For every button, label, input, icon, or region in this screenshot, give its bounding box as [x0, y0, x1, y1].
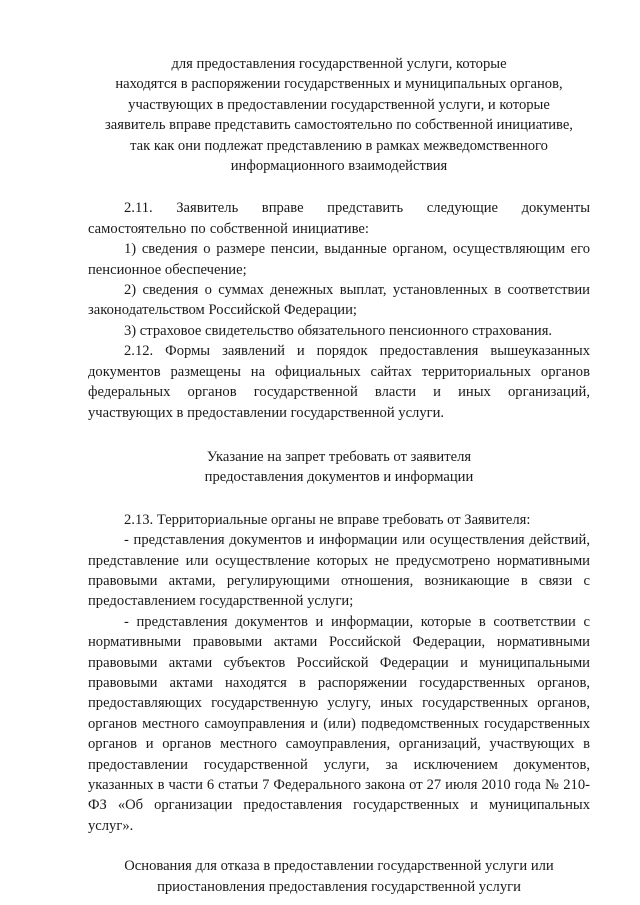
- heading-line: находятся в распоряжении государственных и муниципальных органов,: [115, 76, 563, 93]
- paragraph-2-11-item-1: 1) сведения о размере пенсии, выданные органом, осуществляющим его пенсионное обеспечение;: [88, 241, 590, 278]
- heading-line: приостановления предоставления государственной услуги: [157, 878, 521, 895]
- heading-line: заявитель вправе представить самостоятельно по собственной инициативе,: [105, 117, 573, 134]
- paragraph-2-13-bullet-1: - представления документов и информации или осуществления действий, представление или осуществление которых не предусмотрено нормативными правовыми актами, регулирующими отношения, возникающие в связи с предоставлением государственной услуги;: [88, 532, 590, 610]
- heading-line: Основания для отказа в предоставлении государственной услуги или: [124, 858, 554, 875]
- paragraph-2-12: 2.12. Формы заявлений и порядок предоставления вышеуказанных документов размещены на официальных сайтах территориальных органов федеральных органов государственной власти и иных организаций, участвующих в предоставлении государственной услуги.: [88, 343, 590, 421]
- heading-line: предоставления документов и информации: [204, 469, 474, 486]
- paragraph-2-11-item-3: 3) страховое свидетельство обязательного пенсионного страхования.: [124, 322, 553, 339]
- heading-line: Указание на запрет требовать от заявителя: [206, 448, 472, 465]
- section-heading-refusal-grounds: [88, 856, 590, 897]
- paragraph-2-13-bullet-2: - представления документов и информации, которые в соответствии с нормативными правовыми актами Российской Федерации, нормативными правовыми актами субъектов Российской Федерации и муниципальными правовыми актами находятся в распоряжении государственных органов, предоставляющих государственную услугу, иных государственных органов, органов местного самоуправления и (или) подведомственных государственных органов и органов местного самоуправления, организаций, участвующих в предоставлении государственной услуги, за исключением документов, указанных в части 6 статьи 7 Федерального закона от 27 июля 2010 года № 210-ФЗ «Об организации предоставления государственных и муниципальных услуг».: [88, 613, 590, 834]
- paragraph-2-13-intro: 2.13. Территориальные органы не вправе требовать от Заявителя:: [124, 511, 531, 528]
- heading-line: участвующих в предоставлении государственной услуги, и которые: [128, 96, 550, 113]
- document-page: [88, 54, 590, 897]
- heading-line: информационного взаимодействия: [230, 158, 448, 175]
- section-heading-prohibition: [88, 447, 590, 488]
- heading-line: так как они подлежат представлению в рамках межведомственного: [130, 137, 548, 154]
- paragraph-2-11-item-2: 2) сведения о суммах денежных выплат, установленных в соответствии законодательством Российской Федерации;: [88, 282, 590, 319]
- paragraph-2-11-intro: 2.11. Заявитель вправе представить следующие документы самостоятельно по собственной инициативе:: [88, 200, 590, 237]
- heading-line: для предоставления государственной услуги, которые: [171, 56, 507, 72]
- section-heading-documents: [88, 54, 590, 176]
